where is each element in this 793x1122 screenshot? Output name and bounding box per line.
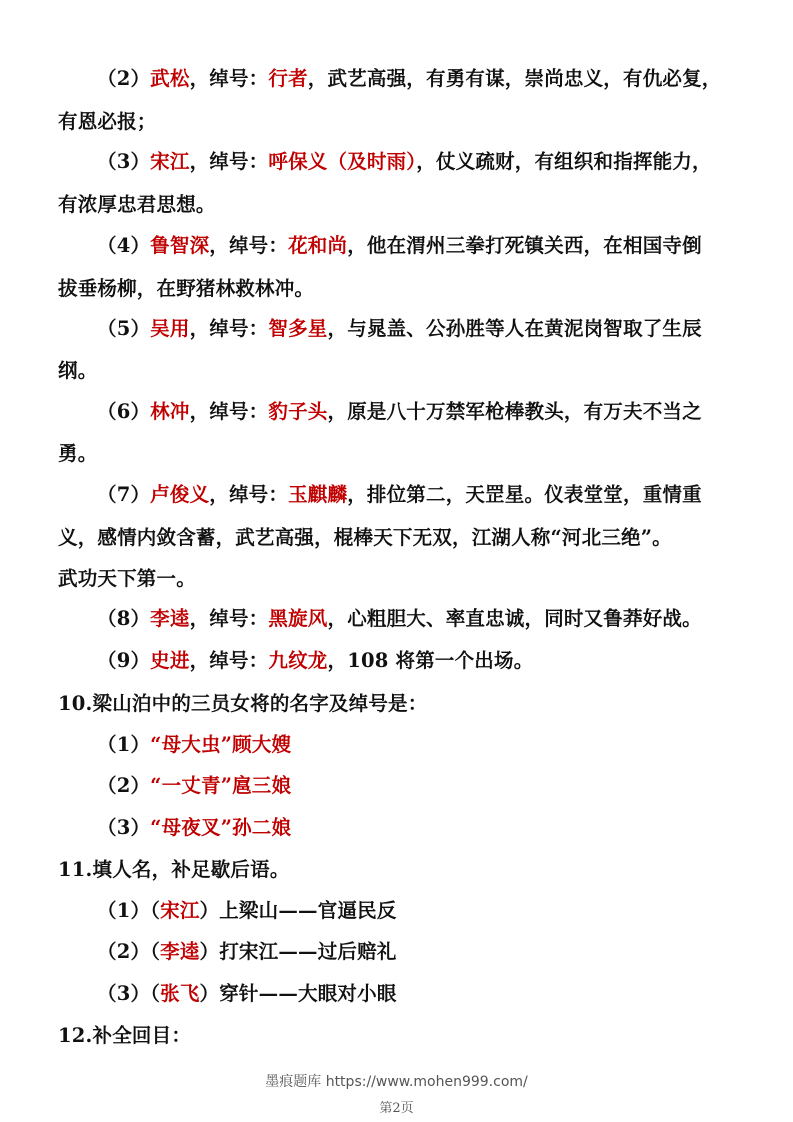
body-text: （9） [97, 649, 151, 672]
text-line [58, 441, 97, 467]
answer-text: “母大虫”顾大嫂 [150, 733, 292, 756]
body-text: ，108 将第一个出场。 [327, 649, 534, 672]
body-text: ，绰号： [189, 649, 269, 672]
answer-text: 吴用 [150, 317, 190, 340]
text-line [97, 482, 702, 508]
answer-text: 九纹龙 [268, 649, 328, 672]
body-text: 10.梁山泊中的三员女将的名字及绰号是： [58, 692, 428, 715]
body-text: 11.填人名，补足歇后语。 [58, 858, 290, 881]
body-text: ，他在渭州三拳打死镇关西，在相国寺倒 [347, 234, 702, 257]
body-text: （3） [97, 816, 151, 839]
text-line [97, 233, 702, 259]
text-line [97, 149, 712, 175]
body-text: （3） [97, 150, 151, 173]
text-line [97, 316, 702, 342]
text-line [58, 276, 314, 302]
text-line [97, 606, 702, 632]
answer-text: 卢俊义 [150, 483, 210, 506]
body-text: ，绰号： [189, 400, 269, 423]
text-line [58, 691, 427, 717]
body-text: （2） [97, 67, 151, 90]
answer-text: 豹子头 [268, 400, 328, 423]
answer-text: 宋江 [160, 899, 200, 922]
text-line [58, 525, 672, 551]
page-number: 第2页 [379, 1101, 414, 1116]
body-text: ，武艺高强，有勇有谋，崇尚忠义，有仇必复， [307, 67, 722, 90]
body-text: 有浓厚忠君思想。 [58, 193, 216, 216]
body-text: （1） [97, 733, 151, 756]
body-text: ，心粗胆大、率直忠诚，同时又鲁莽好战。 [327, 607, 702, 630]
answer-text: 张飞 [160, 982, 200, 1005]
body-text: ，与晁盖、公孙胜等人在黄泥岗智取了生辰 [327, 317, 702, 340]
body-text: ，绰号： [189, 67, 269, 90]
body-text: （7） [97, 483, 151, 506]
text-line [97, 939, 397, 965]
answer-text: “母夜叉”孙二娘 [150, 816, 292, 839]
body-text: 拔垂杨柳，在野猪林救林冲。 [58, 277, 315, 300]
body-text: ，原是八十万禁军枪棒教头，有万夫不当之 [327, 400, 702, 423]
body-text: 有恩必报； [58, 110, 157, 133]
body-text: 纲。 [58, 359, 98, 382]
text-line [97, 981, 397, 1007]
text-line [97, 773, 291, 799]
text-line [58, 358, 97, 384]
body-text: 12.补全回目： [58, 1024, 192, 1047]
body-text: ）穿针——大眼对小眼 [199, 982, 397, 1005]
body-text: （4） [97, 234, 151, 257]
body-text: （5） [97, 317, 151, 340]
body-text: （2） [97, 774, 151, 797]
answer-text: 武松 [150, 67, 190, 90]
body-text: 勇。 [58, 442, 98, 465]
body-text: 义，感情内敛含蓄，武艺高强，棍棒天下无双，江湖人称“河北三绝”。 [58, 526, 672, 549]
text-line [97, 898, 397, 924]
body-text: ）上梁山——官逼民反 [199, 899, 397, 922]
body-text: ，绰号： [189, 317, 269, 340]
answer-text: 花和尚 [288, 234, 348, 257]
text-line [58, 857, 290, 883]
answer-text: 行者 [268, 67, 308, 90]
answer-text: 林冲 [150, 400, 190, 423]
body-text: ，排位第二，天罡星。仪表堂堂，重情重 [347, 483, 702, 506]
answer-text: 呼保义（及时雨） [268, 150, 417, 173]
answer-text: 史进 [150, 649, 190, 672]
answer-text: “一丈青”扈三娘 [150, 774, 292, 797]
text-line [58, 192, 216, 218]
text-line [97, 66, 722, 92]
body-text: （1）（ [97, 899, 161, 922]
body-text: ，仗义疏财，有组织和指挥能力， [416, 150, 712, 173]
body-text: ，绰号： [189, 150, 269, 173]
body-text: ，绰号： [209, 483, 289, 506]
text-line [97, 399, 702, 425]
body-text: 武功天下第一。 [58, 567, 196, 590]
body-text: （6） [97, 400, 151, 423]
body-text: ，绰号： [189, 607, 269, 630]
answer-text: 李逵 [150, 607, 190, 630]
answer-text: 李逵 [160, 940, 200, 963]
text-line [58, 1023, 191, 1049]
body-text: ）打宋江——过后赔礼 [199, 940, 397, 963]
text-line [97, 648, 533, 674]
footer-watermark: 墨痕题库 https://www.mohen999.com/ [265, 1074, 528, 1090]
answer-text: 黑旋风 [268, 607, 328, 630]
body-text: （2）（ [97, 940, 161, 963]
text-line [97, 732, 291, 758]
answer-text: 鲁智深 [150, 234, 210, 257]
answer-text: 宋江 [150, 150, 190, 173]
answer-text: 智多星 [268, 317, 328, 340]
body-text: （8） [97, 607, 151, 630]
text-line [97, 815, 291, 841]
text-line [58, 566, 196, 592]
body-text: ，绰号： [209, 234, 289, 257]
answer-text: 玉麒麟 [288, 483, 348, 506]
body-text: （3）（ [97, 982, 161, 1005]
text-line [58, 109, 157, 135]
